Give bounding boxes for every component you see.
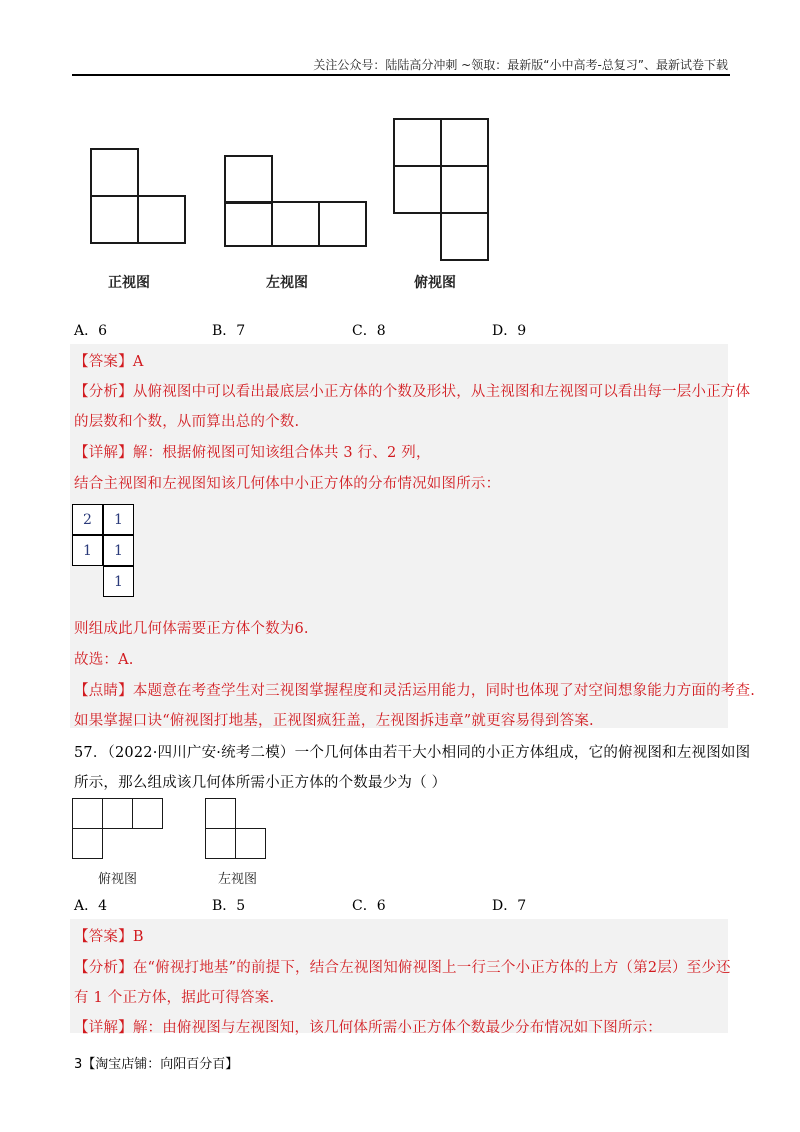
option-b: B．7: [212, 323, 246, 339]
option-a: A．4: [74, 898, 108, 914]
q57-stem-line1: 57．（2022·四川广安·统考二模）一个几何体由若干大小相同的小正方体组成，它的俯视图和左视图如图: [74, 745, 751, 761]
grid-cell-r1c1: 2: [72, 504, 103, 535]
q56-detail-line2: 结合主视图和左视图知该几何体中小正方体的分布情况如图所示：: [74, 476, 501, 492]
grid-cell-r1c2: 1: [103, 504, 134, 535]
q57-left-view-label: 左视图: [218, 872, 258, 887]
grid-cell-r3c2: 1: [103, 566, 134, 597]
front-view-label: 正视图: [108, 275, 150, 291]
option-d: D．9: [492, 323, 527, 339]
page-footer: 3【淘宝店铺：向阳百分百】: [74, 1057, 239, 1072]
option-d: D．7: [492, 898, 527, 914]
q56-solution-block: [70, 344, 728, 728]
q56-comment-line2: 如果掌握口诀“俯视图打地基，正视图疯狂盖，左视图拆违章”就更容易得到答案.: [74, 713, 594, 729]
option-c: C．8: [352, 323, 386, 339]
q57-top-view-label: 俯视图: [98, 872, 138, 887]
q57-analysis-line1: 【分析】在“俯视打地基”的前提下，结合左视图知俯视图上一行三个小正方体的上方（第2层）至少还: [74, 960, 731, 976]
q57-stem-line2: 所示，那么组成该几何体所需小正方体的个数最少为（ ）: [74, 775, 447, 791]
q56-detail-line1: 【详解】解：根据俯视图可知该组合体共 3 行、2 列，: [74, 445, 431, 461]
grid-cell-r2c2: 1: [103, 535, 134, 566]
q56-analysis-line2: 的层数和个数，从而算出总的个数.: [74, 414, 300, 430]
option-a: A．6: [74, 323, 108, 339]
q57-analysis-line2: 有 1 个正方体，据此可得答案.: [74, 990, 275, 1006]
q57-answer: 【答案】B: [74, 929, 144, 945]
grid-cell-r2c1: 1: [72, 535, 103, 566]
page-header: 关注公众号：陆陆高分冲刺 ~领取：最新版“小中高考-总复习”、最新试卷下载: [313, 58, 728, 72]
left-view-label: 左视图: [266, 275, 308, 291]
option-c: C．6: [352, 898, 386, 914]
q57-detail-line1: 【详解】解：由俯视图与左视图知，该几何体所需小正方体个数最少分布情况如下图所示：: [74, 1020, 663, 1036]
header-divider: [72, 74, 730, 76]
top-view-label: 俯视图: [414, 275, 456, 291]
q56-comment-line1: 【点睛】本题意在考查学生对三视图掌握程度和灵活运用能力，同时也体现了对空间想象能力方面的考查.: [74, 683, 756, 699]
q56-choose: 故选：A.: [74, 652, 134, 668]
q56-conclusion: 则组成此几何体需要正方体个数为6.: [74, 621, 309, 637]
option-b: B．5: [212, 898, 246, 914]
q56-analysis-line1: 【分析】从俯视图中可以看出最底层小正方体的个数及形状，从主视图和左视图可以看出每一层小正方体: [74, 384, 751, 400]
q56-answer: 【答案】A: [74, 354, 144, 370]
